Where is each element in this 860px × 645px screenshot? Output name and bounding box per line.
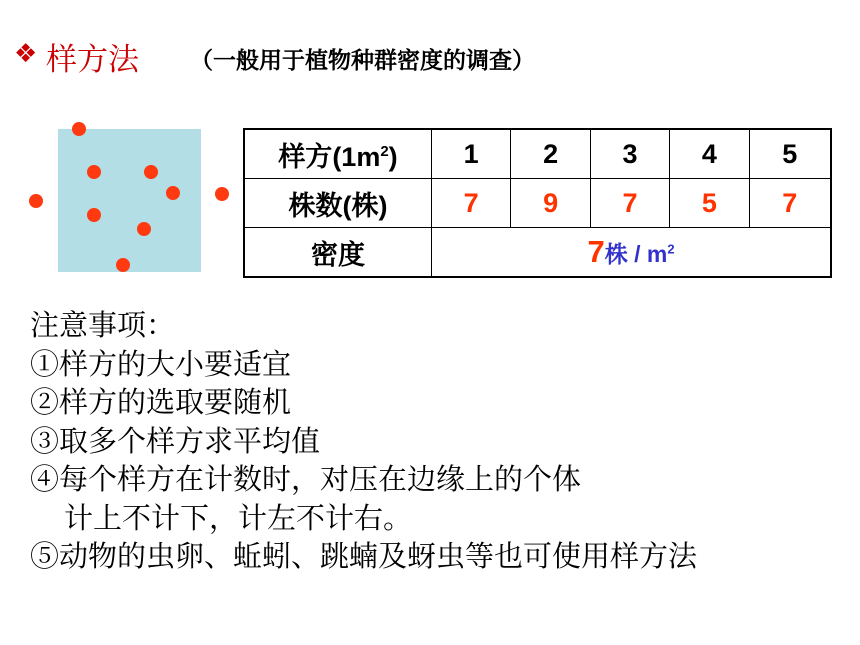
density-cell bbox=[432, 228, 832, 278]
plant-dot-outside bbox=[29, 194, 43, 208]
quadrat-number-cell: 5 bbox=[749, 129, 831, 179]
diamond-bullet-icon: ❖ bbox=[14, 39, 38, 69]
plant-dot-inside bbox=[116, 258, 130, 272]
plant-dot-outside bbox=[72, 122, 86, 136]
plant-dot-inside bbox=[87, 208, 101, 222]
quadrat-square bbox=[58, 129, 201, 272]
note-item: ①样方的大小要适宜 bbox=[30, 346, 292, 381]
table-row-density bbox=[244, 228, 831, 278]
page-title: 样方法 bbox=[46, 42, 139, 78]
density-value: 7 bbox=[587, 234, 605, 269]
count-cell: 9 bbox=[511, 179, 590, 228]
page-subtitle: （一般用于植物种群密度的调查） bbox=[190, 48, 535, 74]
plant-dot-inside bbox=[166, 186, 180, 200]
quadrat-number-cell: 3 bbox=[590, 129, 669, 179]
count-cell: 7 bbox=[432, 179, 511, 228]
note-item: ②样方的选取要随机 bbox=[30, 385, 292, 419]
density-unit: 株 / $m^2$ bbox=[604, 241, 675, 267]
row-label-count: 株数(株) bbox=[244, 179, 432, 228]
count-cell: 5 bbox=[670, 179, 749, 228]
table-row-count bbox=[244, 179, 831, 228]
note-item: ④每个样方在计数时，对压在边缘上的个体 bbox=[30, 462, 582, 496]
row-label-density: 密度 bbox=[244, 228, 432, 278]
plant-dot-inside bbox=[144, 165, 158, 179]
table-row-quadrat bbox=[244, 129, 831, 179]
plant-dot-inside bbox=[87, 165, 101, 179]
notes-section bbox=[30, 306, 697, 576]
count-cell: 7 bbox=[590, 179, 669, 228]
note-item-continuation: 计上不计下，计左不计右。 bbox=[64, 500, 413, 535]
quadrat-number-cell: 2 bbox=[511, 129, 590, 179]
plant-dot-inside bbox=[137, 222, 151, 236]
notes-heading: 注意事项： bbox=[30, 308, 176, 342]
quadrat-number-cell: 4 bbox=[670, 129, 749, 179]
quadrat-count-table bbox=[243, 128, 832, 278]
plant-dot-outside bbox=[215, 187, 229, 201]
note-item: ③取多个样方求平均值 bbox=[30, 423, 321, 458]
quadrat-number-cell: 1 bbox=[432, 129, 511, 179]
row-label-quadrat: 样方$(1m^2)$ bbox=[244, 129, 432, 179]
count-cell: 7 bbox=[749, 179, 831, 228]
note-item: ⑤动物的虫卵、蚯蚓、跳蝻及蚜虫等也可使用样方法 bbox=[30, 539, 698, 573]
